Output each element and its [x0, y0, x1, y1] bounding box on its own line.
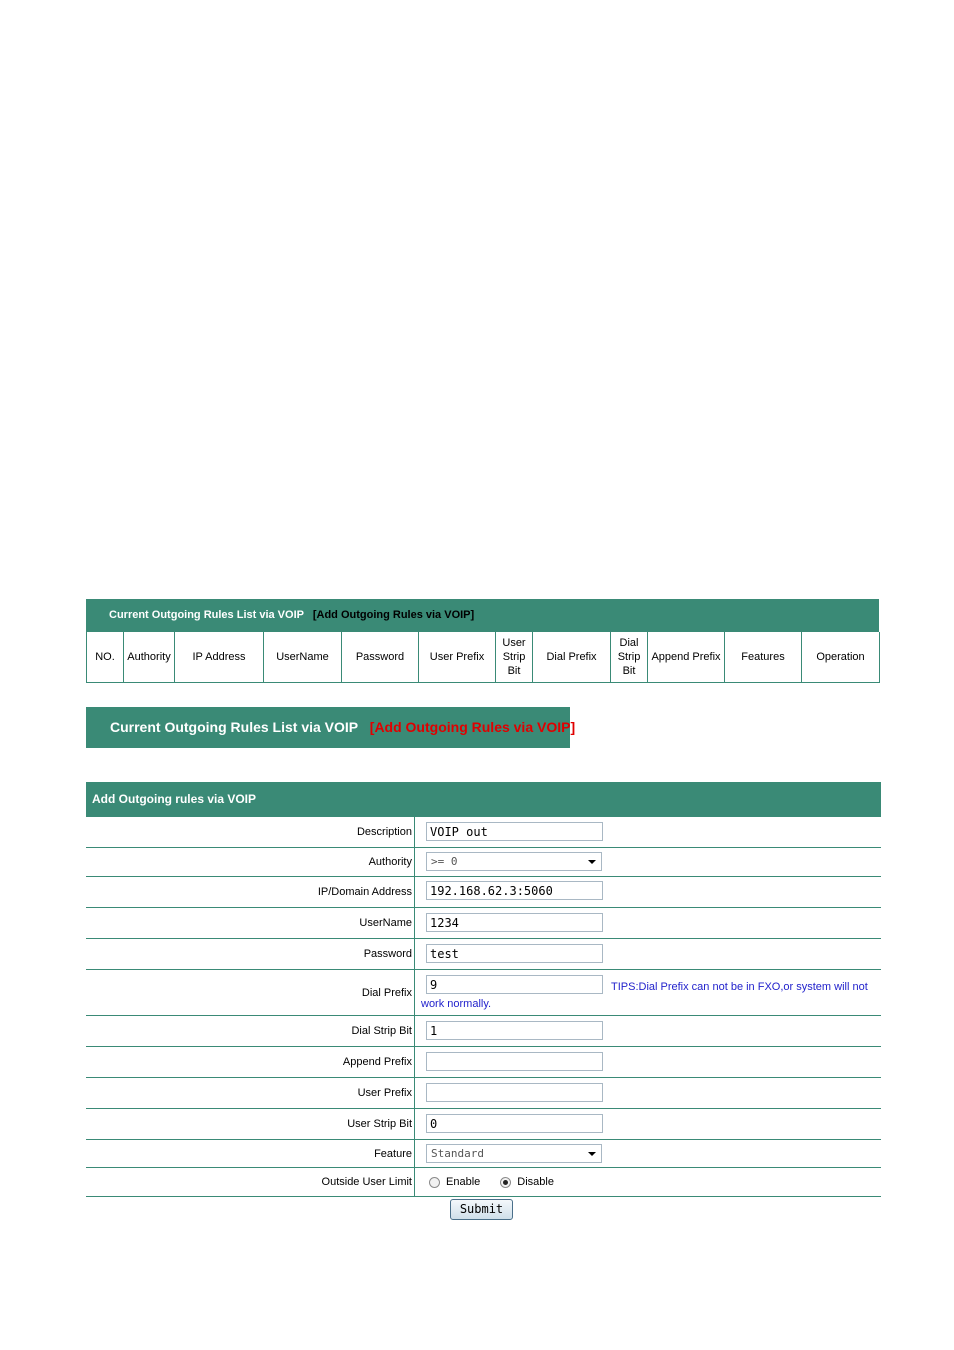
row-user-strip-bit: [86, 1109, 881, 1140]
row-append-prefix: [86, 1047, 881, 1078]
dial-strip-bit-label: Dial Strip Bit: [86, 1016, 415, 1046]
feature-select[interactable]: [426, 1144, 602, 1163]
user-strip-bit-input[interactable]: [426, 1114, 603, 1133]
banner-title: Current Outgoing Rules List via VOIP: [110, 719, 358, 735]
column-header: Append Prefix: [648, 632, 725, 683]
outside-user-limit-radio-group: [429, 1176, 574, 1188]
column-header: Features: [725, 632, 802, 683]
append-prefix-label: Append Prefix: [86, 1047, 415, 1077]
column-header: User Prefix: [419, 632, 496, 683]
dial-prefix-tips: TIPS:Dial Prefix can not be in FXO,or system will not: [611, 981, 868, 993]
add-outgoing-rules-link[interactable]: [Add Outgoing Rules via VOIP]: [312, 609, 475, 621]
feature-select-value: Standard: [431, 1147, 484, 1160]
row-user-prefix: [86, 1078, 881, 1109]
column-header: Dial Prefix: [533, 632, 611, 683]
chevron-down-icon: [588, 860, 596, 864]
row-outside-user-limit: [86, 1168, 881, 1197]
column-header: Operation: [802, 632, 880, 683]
enable-radio-label: Enable: [446, 1176, 481, 1188]
row-username: [86, 908, 881, 939]
authority-select-value: >= 0: [431, 855, 458, 868]
dial-prefix-label: Dial Prefix: [86, 970, 415, 1015]
username-label: UserName: [86, 908, 415, 938]
feature-label: Feature: [86, 1140, 415, 1167]
row-dial-strip-bit: [86, 1016, 881, 1047]
column-header: Authority: [124, 632, 175, 683]
column-header: IP Address: [175, 632, 264, 683]
disable-radio[interactable]: [500, 1177, 511, 1188]
column-header: UserName: [264, 632, 342, 683]
outside-user-limit-label: Outside User Limit: [86, 1168, 415, 1196]
authority-select[interactable]: [426, 852, 602, 871]
column-header: Dial Strip Bit: [611, 632, 648, 683]
user-prefix-label: User Prefix: [86, 1078, 415, 1108]
rules-list-header: [86, 599, 879, 632]
outgoing-rules-list: [86, 599, 879, 683]
rules-banner: [86, 707, 576, 748]
user-prefix-input[interactable]: [426, 1083, 603, 1102]
row-ip-domain: [86, 877, 881, 908]
dial-prefix-input[interactable]: [426, 975, 603, 994]
banner-add-outgoing-rules-link[interactable]: [Add Outgoing Rules via VOIP]: [369, 719, 576, 735]
enable-radio[interactable]: [429, 1177, 440, 1188]
rules-list-title: Current Outgoing Rules List via VOIP: [109, 609, 304, 621]
disable-radio-label: Disable: [517, 1176, 554, 1188]
chevron-down-icon: [588, 1152, 596, 1156]
rules-table: [86, 632, 880, 683]
row-authority: [86, 848, 881, 877]
username-input[interactable]: [426, 913, 603, 932]
row-feature: [86, 1140, 881, 1168]
submit-button[interactable]: Submit: [450, 1199, 513, 1220]
append-prefix-input[interactable]: [426, 1052, 603, 1071]
ip-domain-label: IP/Domain Address: [86, 877, 415, 907]
column-header: NO.: [87, 632, 124, 683]
description-input[interactable]: [426, 822, 603, 841]
add-outgoing-rules-form: [86, 782, 881, 1197]
description-label: Description: [86, 817, 415, 847]
row-description: [86, 817, 881, 848]
authority-label: Authority: [86, 848, 415, 876]
column-header: User Strip Bit: [496, 632, 533, 683]
dial-prefix-tips-continued: work normally.: [421, 998, 492, 1010]
dial-strip-bit-input[interactable]: [426, 1021, 603, 1040]
form-header: Add Outgoing rules via VOIP: [86, 782, 881, 817]
password-input[interactable]: [426, 944, 603, 963]
password-label: Password: [86, 939, 415, 969]
ip-domain-input[interactable]: [426, 881, 603, 900]
row-password: [86, 939, 881, 970]
row-dial-prefix: [86, 970, 881, 1016]
column-header: Password: [342, 632, 419, 683]
rules-table-header-row: [87, 632, 880, 683]
user-strip-bit-label: User Strip Bit: [86, 1109, 415, 1139]
